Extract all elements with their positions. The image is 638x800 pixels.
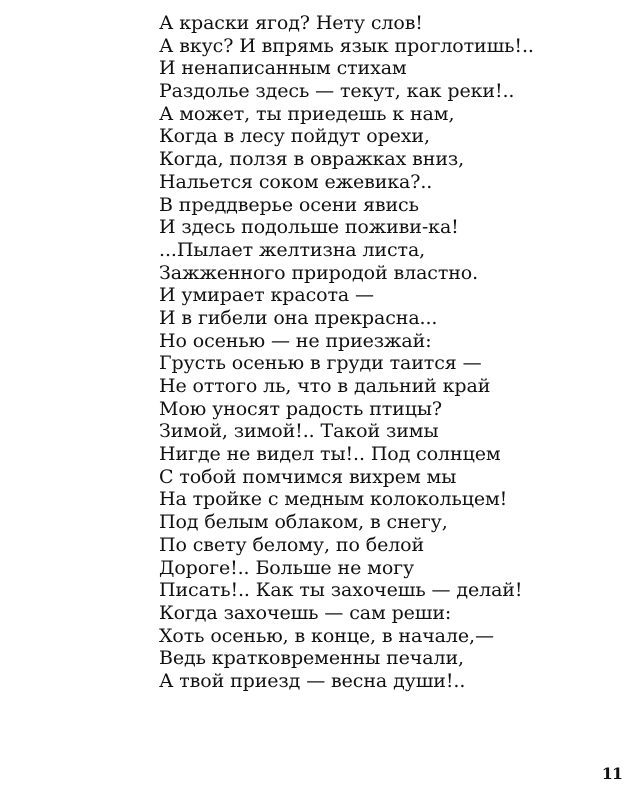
poem-line: А твой приезд — весна души!..: [159, 669, 466, 692]
poem-line: Ведь кратковременны печали,: [159, 647, 464, 670]
poem-line: А может, ты приедешь к нам,: [159, 102, 455, 125]
poem-line: Мою уносят радость птицы?: [159, 397, 442, 420]
poem-line: А вкус? И впрямь язык проглотишь!..: [159, 34, 534, 57]
poem-line: И в гибели она прекрасна...: [159, 306, 438, 329]
poem-line: Нальется соком ежевика?..: [159, 170, 433, 193]
poem-line: И умирает красота —: [159, 284, 374, 307]
poem-line: Под белым облаком, в снегу,: [159, 511, 448, 534]
poem-line: Но осенью — не приезжай:: [159, 329, 432, 352]
poem-line: Когда в лесу пойдут орехи,: [159, 125, 430, 148]
page-number: 11: [601, 764, 622, 783]
poem-line: Когда захочешь — сам реши:: [159, 601, 452, 624]
poem-line: В преддверье осени явись: [159, 193, 419, 216]
poem-line: Дороге!.. Больше не могу: [159, 556, 415, 579]
poem-line: А краски ягод? Нету слов!: [159, 12, 423, 34]
poem-line: Хоть осенью, в конце, в начале,—: [159, 624, 494, 647]
poem-line: Писать!.. Как ты захочешь — делай!: [159, 579, 523, 602]
poem-line: Грусть осенью в груди таится —: [159, 352, 482, 375]
poem-line: Раздолье здесь — текут, как реки!..: [159, 80, 515, 103]
poem-line: И ненаписанным стихам: [159, 57, 407, 80]
poem-line: Зажженного природой властно.: [159, 261, 479, 284]
poem-line: По свету белому, по белой: [159, 533, 425, 556]
poem-line: ...Пылает желтизна листа,: [159, 238, 426, 261]
poem-line: Зимой, зимой!.. Такой зимы: [159, 420, 439, 443]
poem-line: Когда, ползя в овражках вниз,: [159, 148, 465, 171]
poem-line: Нигде не видел ты!.. Под солнцем: [159, 443, 501, 466]
poem-line: И здесь подольше поживи-ка!: [159, 216, 459, 239]
poem-text: [159, 12, 534, 693]
poem-line: На тройке с медным колокольцем!: [159, 488, 508, 511]
poem-line: Не оттого ль, что в дальний край: [159, 375, 491, 397]
poem-line: С тобой помчимся вихрем мы: [159, 465, 457, 488]
